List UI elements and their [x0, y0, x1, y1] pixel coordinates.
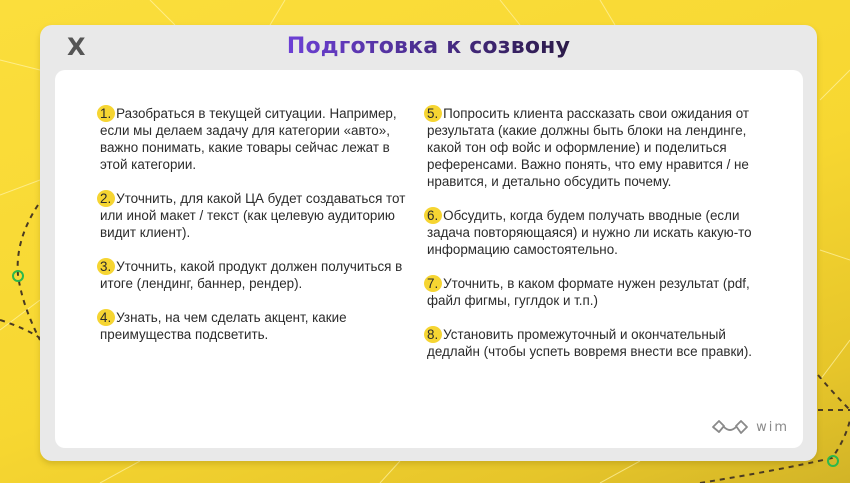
number-badge: 4.	[100, 310, 112, 325]
list-item	[100, 309, 410, 343]
item-text: Уточнить, для какой ЦА будет создаваться тот или иной макет / текст (как целевую аудиторию видит клиент).	[100, 191, 406, 240]
item-text: Разобраться в текущей ситуации. Например, если мы делаем задачу для категории «авто», важно понимать, какие товары сейчас лежат в этой категории.	[100, 106, 397, 172]
item-text: Уточнить, в каком формате нужен результат (pdf, файл фигмы, гуглдок и т.п.)	[427, 276, 750, 308]
number-badge: 5.	[427, 106, 439, 121]
green-dot-icon	[828, 456, 838, 466]
list-item	[427, 105, 767, 190]
left-column	[100, 105, 410, 360]
number-badge: 3.	[100, 259, 112, 274]
list-item	[100, 190, 410, 241]
item-text: Попросить клиента рассказать свои ожидания от результата (какие должны быть блоки на лендинге, какой тон оф войс и оформление) и поделиться референсами. Важно понять, что ему нравится / не нравится, и детально обсудить почему.	[427, 106, 749, 189]
number-badge: 8.	[427, 327, 439, 342]
close-button[interactable]: X	[67, 33, 86, 61]
item-text: Обсудить, когда будем получать вводные (если задача повторяющаяся) и нужно ли искать какую-то информацию самостоятельно.	[427, 208, 752, 257]
content-panel	[55, 70, 803, 448]
modal-card	[40, 25, 817, 461]
number-badge: 1.	[100, 106, 112, 121]
number-badge: 7.	[427, 276, 439, 291]
wim-logo	[710, 418, 789, 436]
title-text: Подготовка к созвону	[286, 34, 571, 59]
list-item	[100, 105, 410, 173]
page-title	[40, 33, 817, 61]
item-text: Установить промежуточный и окончательный дедлайн (чтобы успеть вовремя внести все правки).	[427, 327, 753, 359]
list-item	[427, 326, 767, 360]
item-text: Узнать, на чем сделать акцент, какие преимущества подсветить.	[100, 310, 347, 342]
list-item	[427, 275, 767, 309]
wim-link-icon	[710, 418, 750, 436]
logo-text: wim	[756, 419, 789, 435]
right-column	[427, 105, 767, 377]
list-item	[427, 207, 767, 258]
list-item	[100, 258, 410, 292]
item-text: Уточнить, какой продукт должен получиться в итоге (лендинг, баннер, рендер).	[100, 259, 403, 291]
number-badge: 2.	[100, 191, 112, 206]
number-badge: 6.	[427, 208, 439, 223]
